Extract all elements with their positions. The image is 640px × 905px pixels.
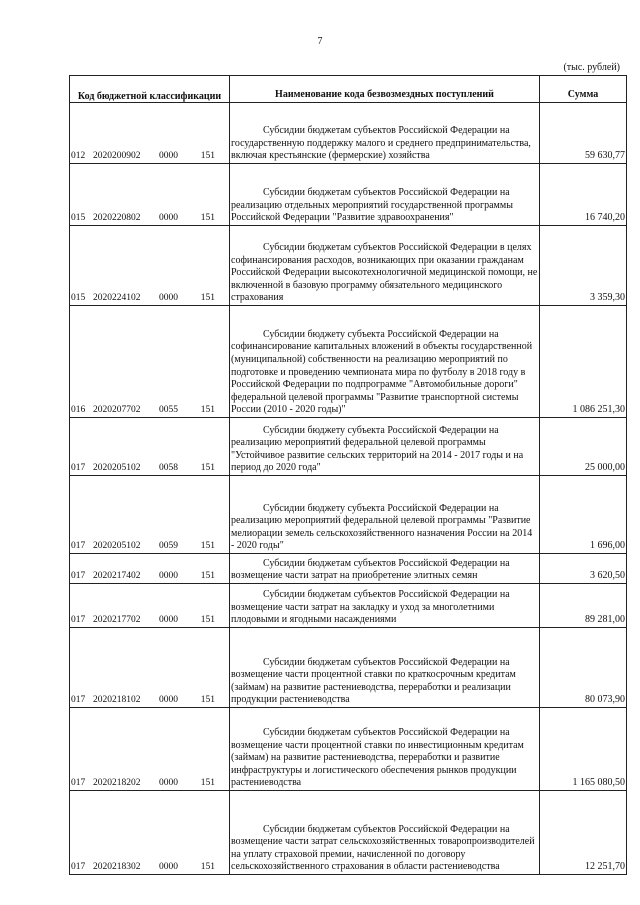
row-code-cell xyxy=(70,226,230,306)
row-program-code: 0058 xyxy=(159,463,178,474)
row-name: Субсидии бюджетам субъектов Российской Федерации на возмещение части затрат на приобретение элитных семян xyxy=(231,557,510,582)
page-number: 7 xyxy=(317,36,323,47)
row-name-cell xyxy=(230,418,540,476)
row-code-cell xyxy=(70,164,230,226)
row-program-code: 0000 xyxy=(159,862,178,873)
row-budget-code: 2020207702 xyxy=(93,405,141,416)
row-kosgu-code: 151 xyxy=(200,695,215,706)
row-name-cell xyxy=(230,584,540,628)
row-name: Субсидии бюджету субъекта Российской Федерации на реализацию мероприятий федеральной целевой программы "Развитие мелиорации земель сельскохозяйственного назначения России на 2014 - 2020 годы" xyxy=(231,502,533,552)
row-name-cell xyxy=(230,791,540,875)
row-sum: 1 086 251,30 xyxy=(540,306,627,418)
row-name: Субсидии бюджету субъекта Российской Федерации на софинансирование капитальных вложений в объекты государственной (муниципальной) собственности на реализацию мероприятий по подготовке и проведению чемпионата мира по футболу в 2018 году в Российской Федерации по подпрограмме "Автомобильные дороги" федеральной целевой программы "Развитие транспортной системы России (2010 - 2020 годы)" xyxy=(231,328,533,416)
row-admin-code: 015 xyxy=(71,213,86,224)
row-name: Субсидии бюджетам субъектов Российской Федерации на государственную поддержку малого и среднего предпринимательства, включая крестьянские (фермерские) хозяйства xyxy=(231,125,531,162)
row-budget-code: 2020205102 xyxy=(93,541,141,552)
table-row xyxy=(70,164,627,226)
row-name-cell xyxy=(230,103,540,164)
row-sum: 25 000,00 xyxy=(540,418,627,476)
row-name: Субсидии бюджетам субъектов Российской Федерации на возмещение части затрат сельскохозяйственных товаропроизводителей на уплату страховой премии, начисленной по договору сельскохозяйственного страхования в области растениеводства xyxy=(231,823,535,873)
row-budget-code: 2020217702 xyxy=(93,615,141,626)
row-kosgu-code: 151 xyxy=(200,862,215,873)
row-admin-code: 017 xyxy=(71,571,86,582)
row-admin-code: 017 xyxy=(71,615,86,626)
table-row xyxy=(70,418,627,476)
table-row xyxy=(70,791,627,875)
row-sum: 16 740,20 xyxy=(540,164,627,226)
row-admin-code: 017 xyxy=(71,695,86,706)
row-code-cell xyxy=(70,791,230,875)
row-admin-code: 017 xyxy=(71,862,86,873)
row-program-code: 0000 xyxy=(159,778,178,789)
row-sum: 3 620,50 xyxy=(540,554,627,584)
row-code-cell xyxy=(70,554,230,584)
row-name-cell xyxy=(230,306,540,418)
row-budget-code: 2020220802 xyxy=(93,213,141,224)
row-code-cell xyxy=(70,584,230,628)
row-name-cell xyxy=(230,476,540,554)
table-row xyxy=(70,103,627,164)
row-name: Субсидии бюджетам субъектов Российской Федерации в целях софинансирования расходов, возникающих при оказании гражданам Российской Федерации высокотехнологичной медицинской помощи, не включенной в базовую программу обязательного медицинского страхования xyxy=(231,242,538,304)
table-row xyxy=(70,584,627,628)
row-name: Субсидии бюджетам субъектов Российской Федерации на реализацию отдельных мероприятий государственной программы Российской Федерации "Развитие здравоохранения" xyxy=(231,187,513,224)
row-admin-code: 017 xyxy=(71,541,86,552)
row-budget-code: 2020224102 xyxy=(93,293,141,304)
row-name-cell xyxy=(230,628,540,708)
row-budget-code: 2020218102 xyxy=(93,695,141,706)
row-budget-code: 2020205102 xyxy=(93,463,141,474)
row-program-code: 0055 xyxy=(159,405,178,416)
row-name: Субсидии бюджетам субъектов Российской Федерации на возмещение части процентной ставки по краткосрочным кредитам (займам) на развитие растениеводства, переработки и реализации продукции растениеводства xyxy=(231,656,516,706)
row-program-code: 0000 xyxy=(159,213,178,224)
row-kosgu-code: 151 xyxy=(200,213,215,224)
row-kosgu-code: 151 xyxy=(200,541,215,552)
header-name: Наименование кода безвозмездных поступлений xyxy=(230,76,540,103)
row-name: Субсидии бюджетам субъектов Российской Федерации на возмещение части затрат на закладку и уход за многолетними плодовыми и ягодными насаждениями xyxy=(231,589,510,626)
row-program-code: 0000 xyxy=(159,695,178,706)
row-code-cell xyxy=(70,418,230,476)
row-budget-code: 2020218302 xyxy=(93,862,141,873)
row-name-cell xyxy=(230,164,540,226)
row-code-cell xyxy=(70,103,230,164)
row-sum: 12 251,70 xyxy=(540,791,627,875)
row-kosgu-code: 151 xyxy=(200,571,215,582)
row-budget-code: 2020200902 xyxy=(93,151,141,162)
row-name: Субсидии бюджету субъекта Российской Федерации на реализацию мероприятий федеральной целевой программы "Устойчивое развитие сельских территорий на 2014 - 2017 годы и на период до 2020 года" xyxy=(231,424,524,474)
row-program-code: 0059 xyxy=(159,541,178,552)
row-kosgu-code: 151 xyxy=(200,615,215,626)
header-sum: Сумма xyxy=(540,76,627,103)
row-code-cell xyxy=(70,628,230,708)
row-admin-code: 012 xyxy=(71,151,86,162)
row-code-cell xyxy=(70,306,230,418)
row-kosgu-code: 151 xyxy=(200,463,215,474)
table-header-row xyxy=(70,76,627,103)
table-row xyxy=(70,708,627,791)
row-kosgu-code: 151 xyxy=(200,778,215,789)
row-admin-code: 017 xyxy=(71,463,86,474)
row-code-cell xyxy=(70,476,230,554)
row-name-cell xyxy=(230,226,540,306)
row-kosgu-code: 151 xyxy=(200,293,215,304)
row-sum: 1 696,00 xyxy=(540,476,627,554)
row-sum: 59 630,77 xyxy=(540,103,627,164)
row-admin-code: 015 xyxy=(71,293,86,304)
budget-table xyxy=(69,75,627,875)
row-kosgu-code: 151 xyxy=(200,151,215,162)
row-sum: 80 073,90 xyxy=(540,628,627,708)
row-program-code: 0000 xyxy=(159,151,178,162)
row-name-cell xyxy=(230,554,540,584)
row-sum: 3 359,30 xyxy=(540,226,627,306)
row-kosgu-code: 151 xyxy=(200,405,215,416)
row-budget-code: 2020217402 xyxy=(93,571,141,582)
row-sum: 1 165 080,50 xyxy=(540,708,627,791)
units-label: (тыс. рублей) xyxy=(563,62,620,73)
row-admin-code: 016 xyxy=(71,405,86,416)
row-program-code: 0000 xyxy=(159,615,178,626)
table-row xyxy=(70,476,627,554)
row-budget-code: 2020218202 xyxy=(93,778,141,789)
row-sum: 89 281,00 xyxy=(540,584,627,628)
table-body xyxy=(70,103,627,875)
row-program-code: 0000 xyxy=(159,571,178,582)
row-program-code: 0000 xyxy=(159,293,178,304)
row-code-cell xyxy=(70,708,230,791)
row-admin-code: 017 xyxy=(71,778,86,789)
table-row xyxy=(70,628,627,708)
table-row xyxy=(70,306,627,418)
row-name-cell xyxy=(230,708,540,791)
table-row xyxy=(70,226,627,306)
row-name: Субсидии бюджетам субъектов Российской Федерации на возмещение части процентной ставки по инвестиционным кредитам (займам) на развитие растениеводства, переработки и развитие инфраструктуры и логистического обеспечения рынков продукции растениеводства xyxy=(231,727,524,789)
header-code: Код бюджетной классификации xyxy=(70,76,230,103)
table-row xyxy=(70,554,627,584)
